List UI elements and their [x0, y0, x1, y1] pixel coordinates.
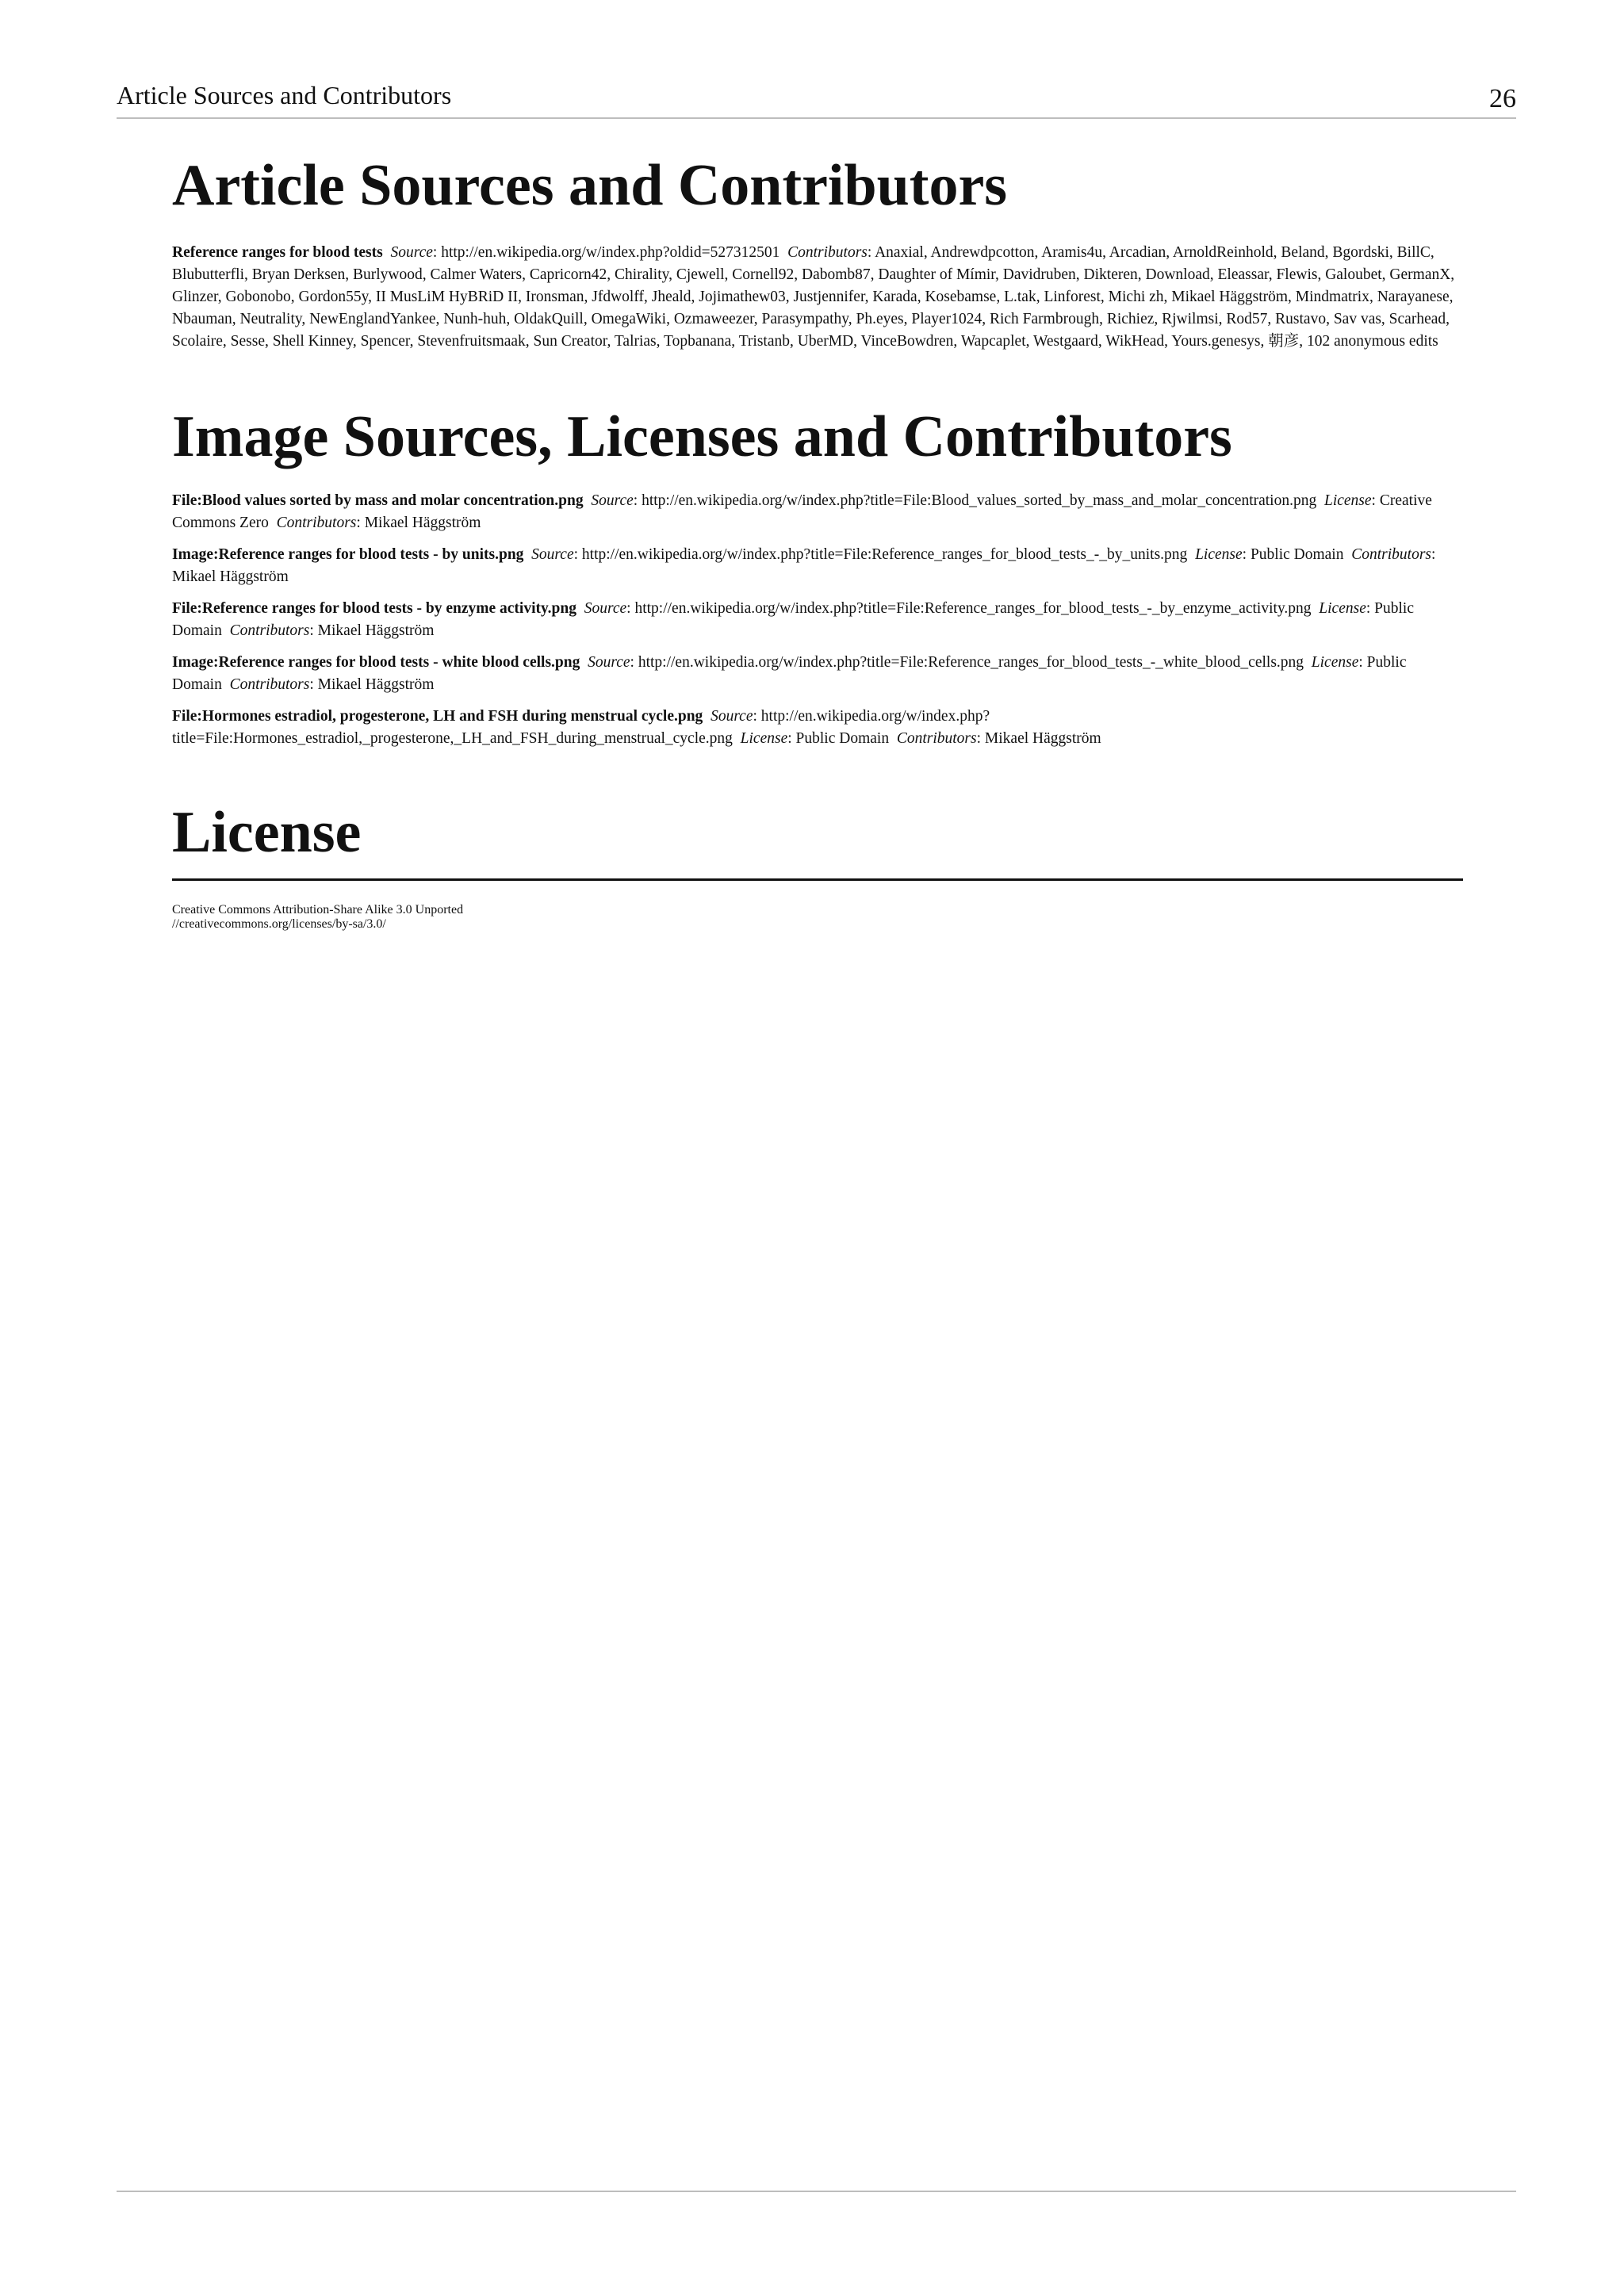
license-label: License — [1311, 653, 1359, 671]
image-source-entry: Image:Reference ranges for blood tests - white blood cells.png Source: http://en.wikipedia.org/w/index.php?title=File:Reference_ranges_for_blood_tests_-_white_blood_cells.png License: Public Domain Contributors: Mikael Häggström — [172, 653, 1407, 693]
source-url[interactable]: http://en.wikipedia.org/w/index.php?oldid=527312501 — [441, 243, 780, 261]
license-label: License — [740, 729, 788, 747]
license-value: Public Domain — [172, 599, 1415, 639]
contributors-label: Contributors — [787, 243, 868, 261]
source-url[interactable]: http://en.wikipedia.org/w/index.php?title=File:Reference_ranges_for_blood_tests_-_by_units.png — [581, 545, 1188, 563]
contributors-label: Contributors — [896, 729, 977, 747]
license-value: Public Domain — [1250, 545, 1344, 563]
license-value: Public Domain — [795, 729, 890, 747]
contributors-list: Mikael Häggström — [984, 729, 1101, 747]
entry-title: Image:Reference ranges for blood tests - white blood cells.png — [172, 653, 580, 671]
image-source-entry: File:Reference ranges for blood tests - by enzyme activity.png Source: http://en.wikipedia.org/w/index.php?title=File:Reference_ranges_for_blood_tests_-_by_enzyme_activity.png License: Public Domain Contributors: Mikael Häggström — [172, 599, 1415, 639]
source-url[interactable]: http://en.wikipedia.org/w/index.php?title=File:Reference_ranges_for_blood_tests_-_white_blood_cells.png — [638, 653, 1304, 671]
contributors-label: Contributors — [229, 675, 310, 693]
contributors-label: Contributors — [276, 514, 357, 531]
page-number: 26 — [1489, 84, 1516, 113]
image-sources-heading: Image Sources, Licenses and Contributors — [172, 404, 1232, 469]
contributors-list: Anaxial, Andrewdpcotton, Aramis4u, Arcadian, ArnoldReinhold, Beland, Bgordski, BillC, Blubutterfli, Bryan Derksen, Burlywood, Calmer Waters, Capricorn42, Chirality, Cjewell, Cornell92, Dabomb87, Daughter of Mímir, Davidruben, Dikteren, Download, Eleassar, Flewis, Galoubet, GermanX, Glinzer, Gobonobo, Gordon55y, II MusLiM HyBRiD II, Ironsman, Jfdwolff, Jheald, Jojimathew03, Justjennifer, Karada, Kosebamse, L.tak, Linforest, Michi zh, Mikael Häggström, Mindmatrix, Narayanese, Nbauman, Neutrality, NewEnglandYankee, Nunh-huh, OldakQuill, OmegaWiki, Ozmaweezer, Parasympathy, Ph.eyes, Player1024, Rich Farmbrough, Richiez, Rjwilmsi, Rod57, Rustavo, Sav vas, Scarhead, Scolaire, Sesse, Shell Kinney, Spencer, Stevenfruitsmaak, Sun Creator, Talrias, Topbanana, Tristanb, UberMD, VinceBowdren, Wapcaplet, Westgaard, WikHead, Yours.genesys, 朝彦, 102 anonymous edits — [172, 243, 1455, 350]
source-url[interactable]: http://en.wikipedia.org/w/index.php?title=File:Blood_values_sorted_by_mass_and_molar_concentration.png — [642, 492, 1317, 509]
license-value: Creative Commons Zero — [172, 492, 1432, 531]
source-label: Source — [531, 545, 574, 563]
footer-divider — [117, 2191, 1516, 2192]
source-label: Source — [390, 243, 433, 261]
entry-title: File:Reference ranges for blood tests - by enzyme activity.png — [172, 599, 576, 617]
contributors-list: Mikael Häggström — [317, 622, 435, 639]
license-label: License — [1323, 492, 1372, 509]
article-sources-heading: Article Sources and Contributors — [172, 153, 1008, 218]
image-source-entry: Image:Reference ranges for blood tests - by units.png Source: http://en.wikipedia.org/w/index.php?title=File:Reference_ranges_for_blood_tests_-_by_units.png License: Public Domain Contributors: Mikael Häggström — [172, 545, 1436, 585]
license-heading: License — [172, 799, 362, 865]
source-url[interactable]: http://en.wikipedia.org/w/index.php?title=File:Reference_ranges_for_blood_tests_-_by_enzyme_activity.png — [634, 599, 1312, 617]
source-label: Source — [710, 707, 753, 725]
license-value: Public Domain — [172, 653, 1407, 693]
running-header — [117, 79, 1516, 119]
license-label: License — [1195, 545, 1243, 563]
contributors-list: Mikael Häggström — [172, 568, 289, 585]
license-name: Creative Commons Attribution-Share Alike 3.0 Unported — [172, 903, 464, 917]
entry-title: Reference ranges for blood tests — [172, 243, 383, 261]
license-label: License — [1319, 599, 1366, 617]
contributors-label: Contributors — [229, 622, 310, 639]
contributors-label: Contributors — [1351, 545, 1432, 563]
source-label: Source — [588, 653, 630, 671]
source-label: Source — [584, 599, 627, 617]
source-label: Source — [591, 492, 634, 509]
page-content — [172, 151, 1463, 932]
entry-title: Image:Reference ranges for blood tests - by units.png — [172, 545, 524, 563]
image-source-entry: File:Hormones estradiol, progesterone, LH and FSH during menstrual cycle.png Source: http://en.wikipedia.org/w/index.php?title=File:Hormones_estradiol,_progesterone,_LH_and_FSH_during_menstrual_cycle.png License: Public Domain Contributors: Mikael Häggström — [172, 707, 1101, 747]
entry-title: File:Blood values sorted by mass and molar concentration.png — [172, 492, 584, 509]
license-block — [172, 903, 1463, 932]
running-title: Article Sources and Contributors — [117, 81, 452, 109]
entry-title: File:Hormones estradiol, progesterone, LH and FSH during menstrual cycle.png — [172, 707, 703, 725]
license-divider — [172, 878, 1463, 881]
source-url[interactable]: http://en.wikipedia.org/w/index.php?title=File:Hormones_estradiol,_progesterone,_LH_and_FSH_during_menstrual_cycle.png — [172, 707, 990, 747]
contributors-list: Mikael Häggström — [317, 675, 435, 693]
license-url[interactable]: //creativecommons.org/licenses/by-sa/3.0/ — [172, 917, 386, 932]
contributors-list: Mikael Häggström — [364, 514, 481, 531]
image-source-entry: File:Blood values sorted by mass and molar concentration.png Source: http://en.wikipedia.org/w/index.php?title=File:Blood_values_sorted_by_mass_and_molar_concentration.png License: Creative Commons Zero Contributors: Mikael Häggström — [172, 492, 1432, 531]
article-source-entry: Reference ranges for blood tests Source: http://en.wikipedia.org/w/index.php?oldid=527312501 Contributors: Anaxial, Andrewdpcotton, Aramis4u, Arcadian, ArnoldReinhold, Beland, Bgordski, BillC, Blubutterfli, Bryan Derksen, Burlywood, Calmer Waters, Capricorn42, Chirality, Cjewell, Cornell92, Dabomb87, Daughter of Mímir, Davidruben, Dikteren, Download, Eleassar, Flewis, Galoubet, GermanX, Glinzer, Gobonobo, Gordon55y, II MusLiM HyBRiD II, Ironsman, Jfdwolff, Jheald, Jojimathew03, Justjennifer, Karada, Kosebamse, L.tak, Linforest, Michi zh, Mikael Häggström, Mindmatrix, Narayanese, Nbauman, Neutrality, NewEnglandYankee, Nunh-huh, OldakQuill, OmegaWiki, Ozmaweezer, Parasympathy, Ph.eyes, Player1024, Rich Farmbrough, Richiez, Rjwilmsi, Rod57, Rustavo, Sav vas, Scarhead, Scolaire, Sesse, Shell Kinney, Spencer, Stevenfruitsmaak, Sun Creator, Talrias, Topbanana, Tristanb, UberMD, VinceBowdren, Wapcaplet, Westgaard, WikHead, Yours.genesys, 朝彦, 102 anonymous edits — [172, 243, 1455, 350]
